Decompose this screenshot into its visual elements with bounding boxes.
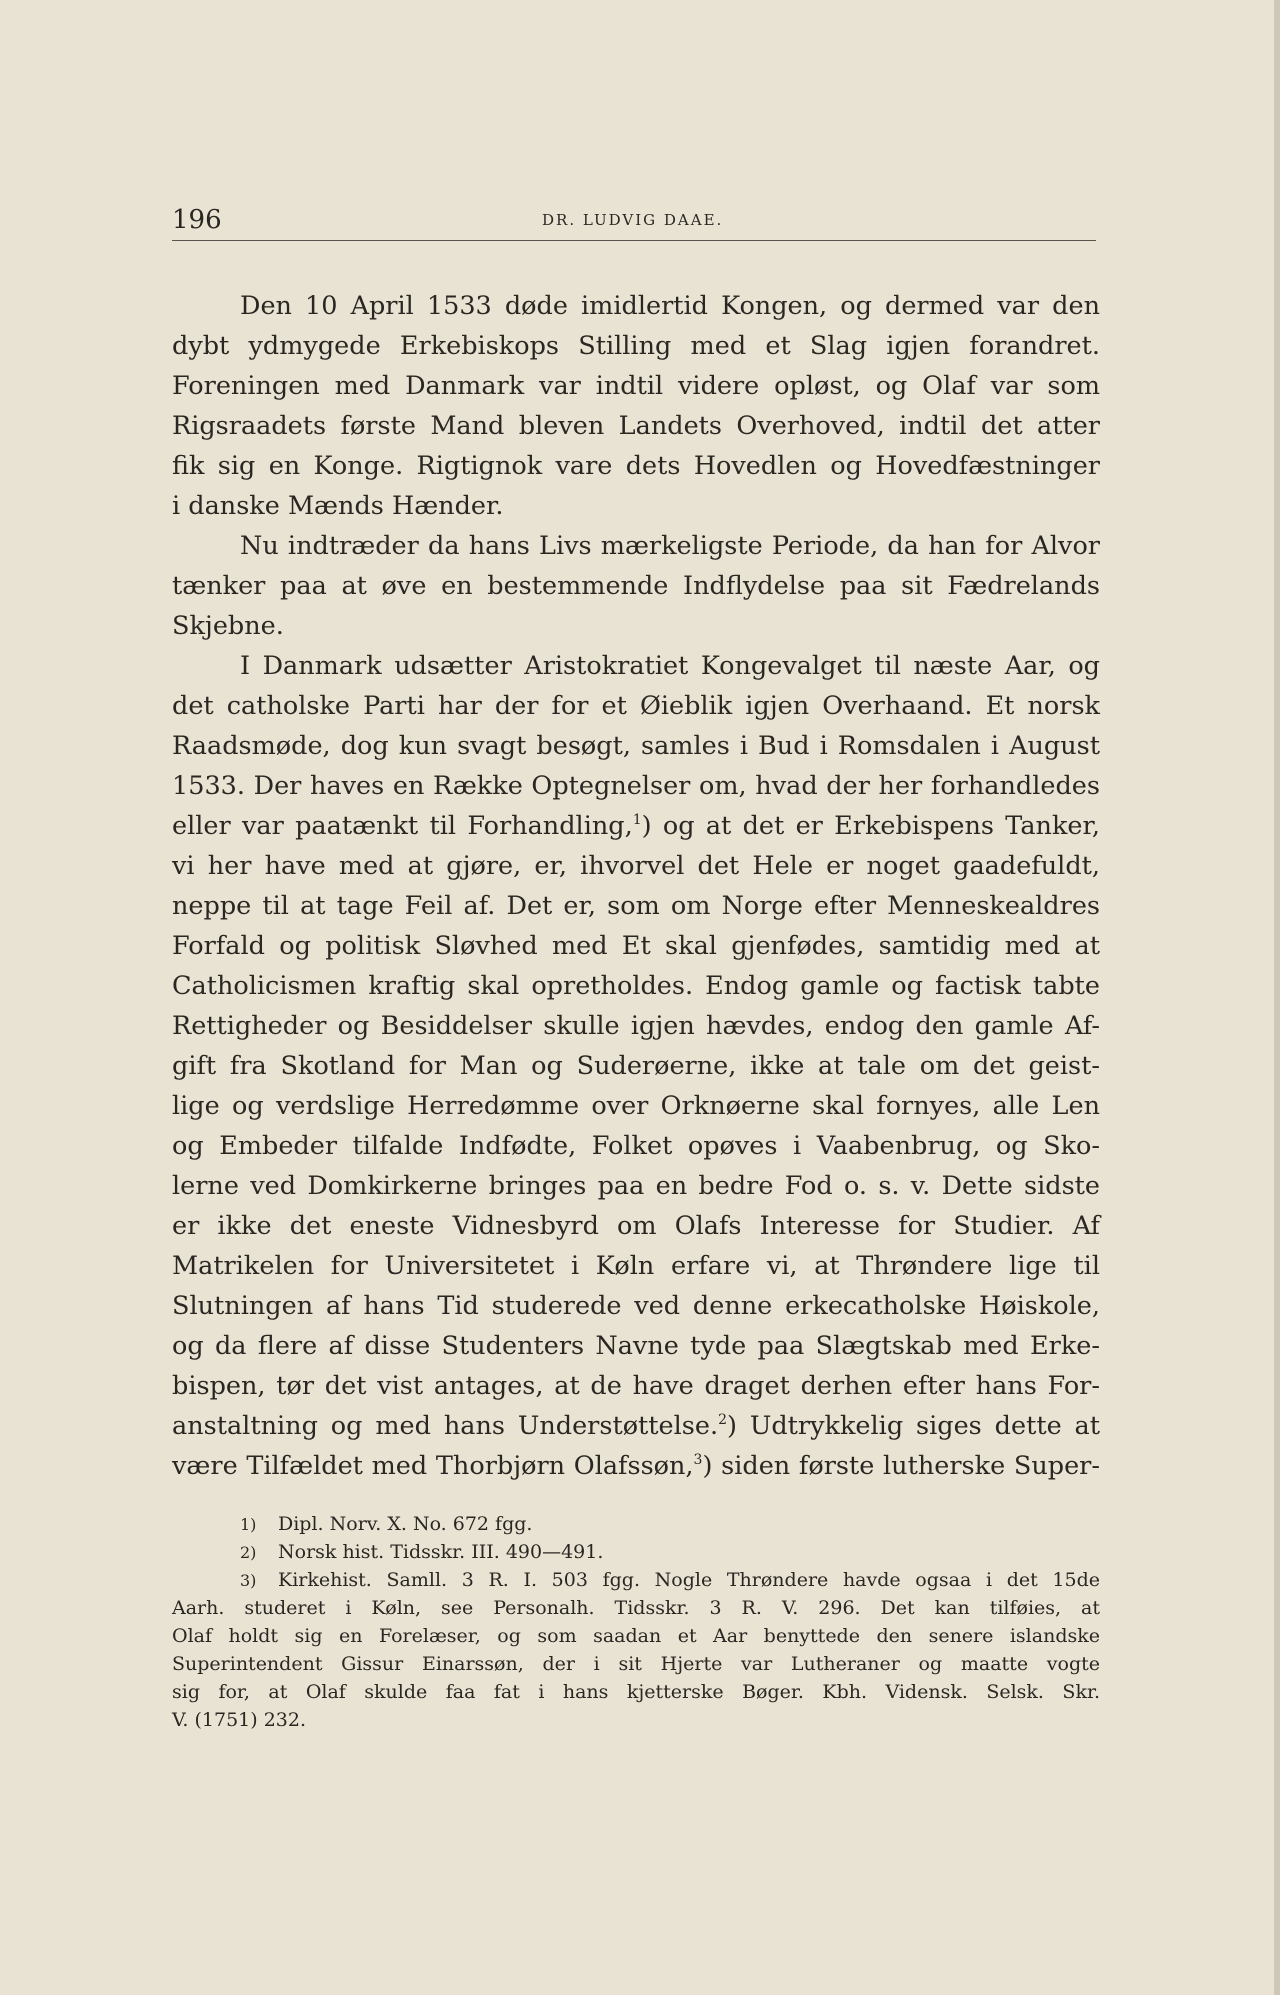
text-line: dybt ydmygede Erkebiskops Stilling med et Slag igjen forandret. [172,331,1100,361]
text-line: i danske Mænds Hænder. [172,491,504,521]
text-line: fik sig en Konge. Rigtignok vare dets Hovedlen og Hovedfæstninger [172,451,1100,481]
footnote-2 [172,1538,1100,1566]
text-line: Rigsraadets første Mand bleven Landets Overhoved, indtil det atter [172,411,1100,441]
text-line: neppe til at tage Feil af. Det er, som om Norge efter Menneskealdres [172,891,1100,921]
footnote-line: V. (1751) 232. [172,1709,307,1731]
footnote-line: Olaf holdt sig en Forelæser, og som saadan et Aar benyttede den senere islandske [172,1625,1100,1647]
footnote-line: sig for, at Olaf skulde faa fat i hans kjetterske Bøger. Kbh. Vidensk. Selsk. Skr. [172,1681,1100,1703]
footnote-text: Kirkehist. Samll. 3 R. I. 503 fgg. Nogle Thrøndere havde ogsaa i det 15de [278,1569,1100,1591]
footnote-3 [172,1566,1100,1594]
text-line: I Danmark udsætter Aristokratiet Kongevalget til næste Aar, og [240,651,1100,681]
page-number: 196 [172,205,222,235]
text-line: Skjebne. [172,611,284,641]
text-line: vi her have med at gjøre, er, ihvorvel det Hele er noget gaadefuldt, [172,851,1100,881]
text-line: og Embeder tilfalde Indfødte, Folket opøves i Vaabenbrug, og Sko- [172,1131,1100,1161]
text-line: Nu indtræder da hans Livs mærkeligste Periode, da han for Alvor [240,531,1100,561]
footnote-line: Superintendent Gissur Einarssøn, der i sit Hjerte var Lutheraner og maatte vogte [172,1653,1100,1675]
text-line: Rettigheder og Besiddelser skulle igjen hævdes, endog den gamle Af- [172,1011,1100,1041]
text-line: bispen, tør det vist antages, at de have draget derhen efter hans For- [172,1371,1100,1401]
text-line: gift fra Skotland for Man og Suderøerne, ikke at tale om det geist- [172,1051,1100,1081]
text-line: det catholske Parti har der for et Øieblik igjen Overhaand. Et norsk [172,691,1100,721]
text-line: 1533. Der haves en Række Optegnelser om, hvad der her forhandledes [172,771,1100,801]
footnote-text: Dipl. Norv. X. No. 672 fgg. [278,1513,533,1535]
text-line: Matrikelen for Universitetet i Køln erfare vi, at Thrøndere lige til [172,1251,1100,1281]
footnote-ref[interactable]: 1 [632,812,642,828]
text-line: Forfald og politisk Sløvhed med Et skal gjenfødes, samtidig med at [172,931,1100,961]
text-line: tænker paa at øve en bestemmende Indflydelse paa sit Fædrelands [172,571,1100,601]
text-line [172,1446,1100,1486]
body-text [172,286,1100,1486]
text-line: Foreningen med Danmark var indtil videre opløst, og Olaf var som [172,371,1100,401]
text-segment: ) siden første lutherske Super- [702,1451,1100,1481]
text-segment: ) og at det er Erkebispens Tanker, [641,811,1100,841]
text-segment: ) Udtrykkelig siges dette at [727,1411,1100,1441]
text-segment: være Tilfældet med Thorbjørn Olafssøn, [172,1451,694,1481]
running-head [172,200,1096,241]
text-line [172,1406,1100,1446]
page-edge [1274,0,1280,1995]
footnote-text: Norsk hist. Tidsskr. III. 490—491. [278,1541,604,1563]
footnote-ref[interactable]: 3 [693,1452,703,1468]
footnote-marker: 1) [240,1515,257,1534]
footnotes [172,1510,1100,1734]
footnote-marker: 3) [240,1571,257,1590]
footnote-1 [172,1510,1100,1538]
text-line [172,806,1100,846]
running-title: DR. LUDVIG DAAE. [542,211,724,229]
text-line: Den 10 April 1533 døde imidlertid Kongen, og dermed var den [240,291,1100,321]
text-line: lige og verdslige Herredømme over Orknøerne skal fornyes, alle Len [172,1091,1100,1121]
text-line: Raadsmøde, dog kun svagt besøgt, samles i Bud i Romsdalen i August [172,731,1100,761]
text-line: og da flere af disse Studenters Navne tyde paa Slægtskab med Erke- [172,1331,1100,1361]
text-line: er ikke det eneste Vidnesbyrd om Olafs Interesse for Studier. Af [172,1211,1100,1241]
footnote-marker: 2) [240,1543,257,1562]
text-segment: eller var paatænkt til Forhandling, [172,811,633,841]
text-line: lerne ved Domkirkerne bringes paa en bedre Fod o. s. v. Dette sidste [172,1171,1100,1201]
text-segment: anstaltning og med hans Understøttelse. [172,1411,719,1441]
text-line: Catholicismen kraftig skal opretholdes. Endog gamle og factisk tabte [172,971,1100,1001]
footnote-line: Aarh. studeret i Køln, see Personalh. Tidsskr. 3 R. V. 296. Det kan tilføies, at [172,1597,1100,1619]
footnote-ref[interactable]: 2 [718,1412,728,1428]
text-line: Slutningen af hans Tid studerede ved denne erkecatholske Høiskole, [172,1291,1100,1321]
